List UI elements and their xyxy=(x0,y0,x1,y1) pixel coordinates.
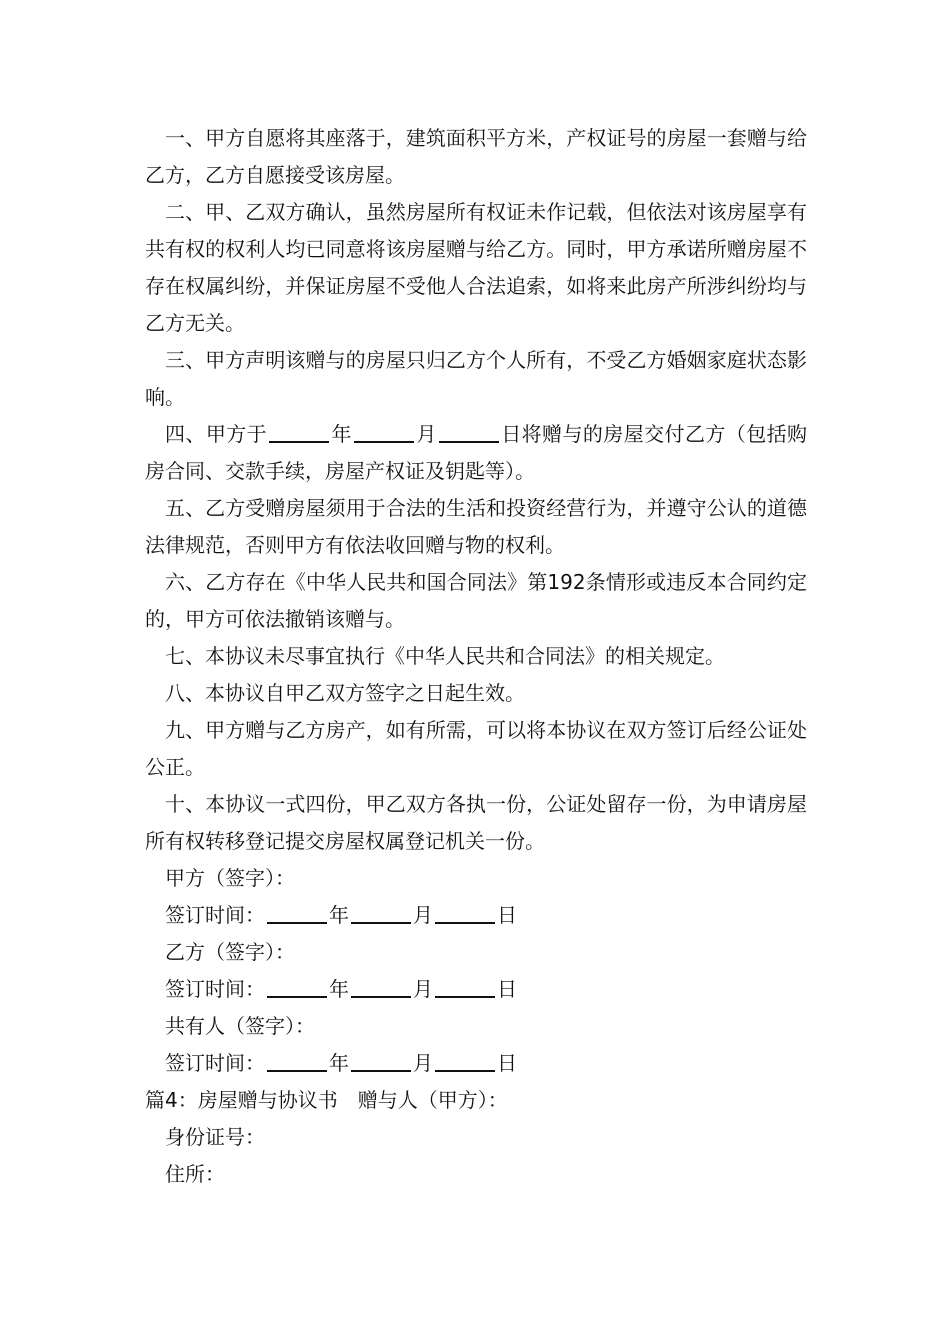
date-label: 签订时间： xyxy=(165,903,265,927)
year-label: 年 xyxy=(329,903,349,927)
day-blank[interactable] xyxy=(439,419,499,443)
clause-10: 十、本协议一式四份，甲乙双方各执一份，公证处留存一份，为申请房屋所有权转移登记提交房屋权属登记机关一份。 xyxy=(145,792,807,853)
day-label: 日 xyxy=(497,903,517,927)
section-heading: 篇4：房屋赠与协议书 赠与人（甲方）： xyxy=(145,1088,508,1112)
party-b-sign-date xyxy=(145,971,807,1008)
day-blank[interactable] xyxy=(435,974,495,998)
year-label: 年 xyxy=(329,1051,349,1075)
year-blank[interactable] xyxy=(269,419,329,443)
clause-4 xyxy=(145,416,807,490)
co-owner-signature: 共有人（签字）： xyxy=(165,1014,315,1038)
year-blank[interactable] xyxy=(267,900,327,924)
id-number-label: 身份证号： xyxy=(165,1125,265,1149)
party-b-signature: 乙方（签字）： xyxy=(165,940,295,964)
month-blank[interactable] xyxy=(351,1048,411,1072)
day-label: 日 xyxy=(497,1051,517,1075)
address-label: 住所： xyxy=(165,1162,225,1186)
month-label: 月 xyxy=(413,1051,433,1075)
month-label: 月 xyxy=(413,903,433,927)
month-blank[interactable] xyxy=(351,900,411,924)
day-blank[interactable] xyxy=(435,900,495,924)
clause-9: 九、甲方赠与乙方房产，如有所需，可以将本协议在双方签订后经公证处公正。 xyxy=(145,718,807,779)
clause-2: 二、甲、乙双方确认，虽然房屋所有权证未作记载，但依法对该房屋享有共有权的权利人均已同意将该房屋赠与给乙方。同时，甲方承诺所赠房屋不存在权属纠纷，并保证房屋不受他人合法追索，如将来此房产所涉纠纷均与乙方无关。 xyxy=(145,200,807,335)
clause-7: 七、本协议未尽事宜执行《中华人民共和合同法》的相关规定。 xyxy=(165,644,725,668)
day-label: 日 xyxy=(497,977,517,1001)
year-blank[interactable] xyxy=(267,974,327,998)
clause-8: 八、本协议自甲乙双方签字之日起生效。 xyxy=(165,681,525,705)
party-a-signature: 甲方（签字）： xyxy=(165,866,295,890)
month-blank[interactable] xyxy=(354,419,414,443)
clause-3: 三、甲方声明该赠与的房屋只归乙方个人所有，不受乙方婚姻家庭状态影响。 xyxy=(145,348,807,409)
date-label: 签订时间： xyxy=(165,1051,265,1075)
clause-4-month: 月 xyxy=(415,422,437,446)
date-label: 签订时间： xyxy=(165,977,265,1001)
month-label: 月 xyxy=(413,977,433,1001)
party-a-sign-date xyxy=(145,897,807,934)
clause-4-year: 年 xyxy=(331,422,352,446)
clause-4-suffix: 日将赠与的房屋交付乙方（包括购房合同、交款手续，房屋产权证及钥匙等）。 xyxy=(145,422,808,483)
co-owner-sign-date xyxy=(145,1045,807,1082)
agreement-body xyxy=(145,120,807,1193)
clause-6: 六、乙方存在《中华人民共和国合同法》第192条情形或违反本合同约定的，甲方可依法撤销该赠与。 xyxy=(145,570,807,631)
clause-1: 一、甲方自愿将其座落于，建筑面积平方米，产权证号的房屋一套赠与给乙方，乙方自愿接受该房屋。 xyxy=(145,126,807,187)
year-blank[interactable] xyxy=(267,1048,327,1072)
year-label: 年 xyxy=(329,977,349,1001)
clause-4-prefix: 四、甲方于 xyxy=(165,422,268,446)
month-blank[interactable] xyxy=(351,974,411,998)
day-blank[interactable] xyxy=(435,1048,495,1072)
clause-5: 五、乙方受赠房屋须用于合法的生活和投资经营行为，并遵守公认的道德法律规范，否则甲方有依法收回赠与物的权利。 xyxy=(145,496,807,557)
